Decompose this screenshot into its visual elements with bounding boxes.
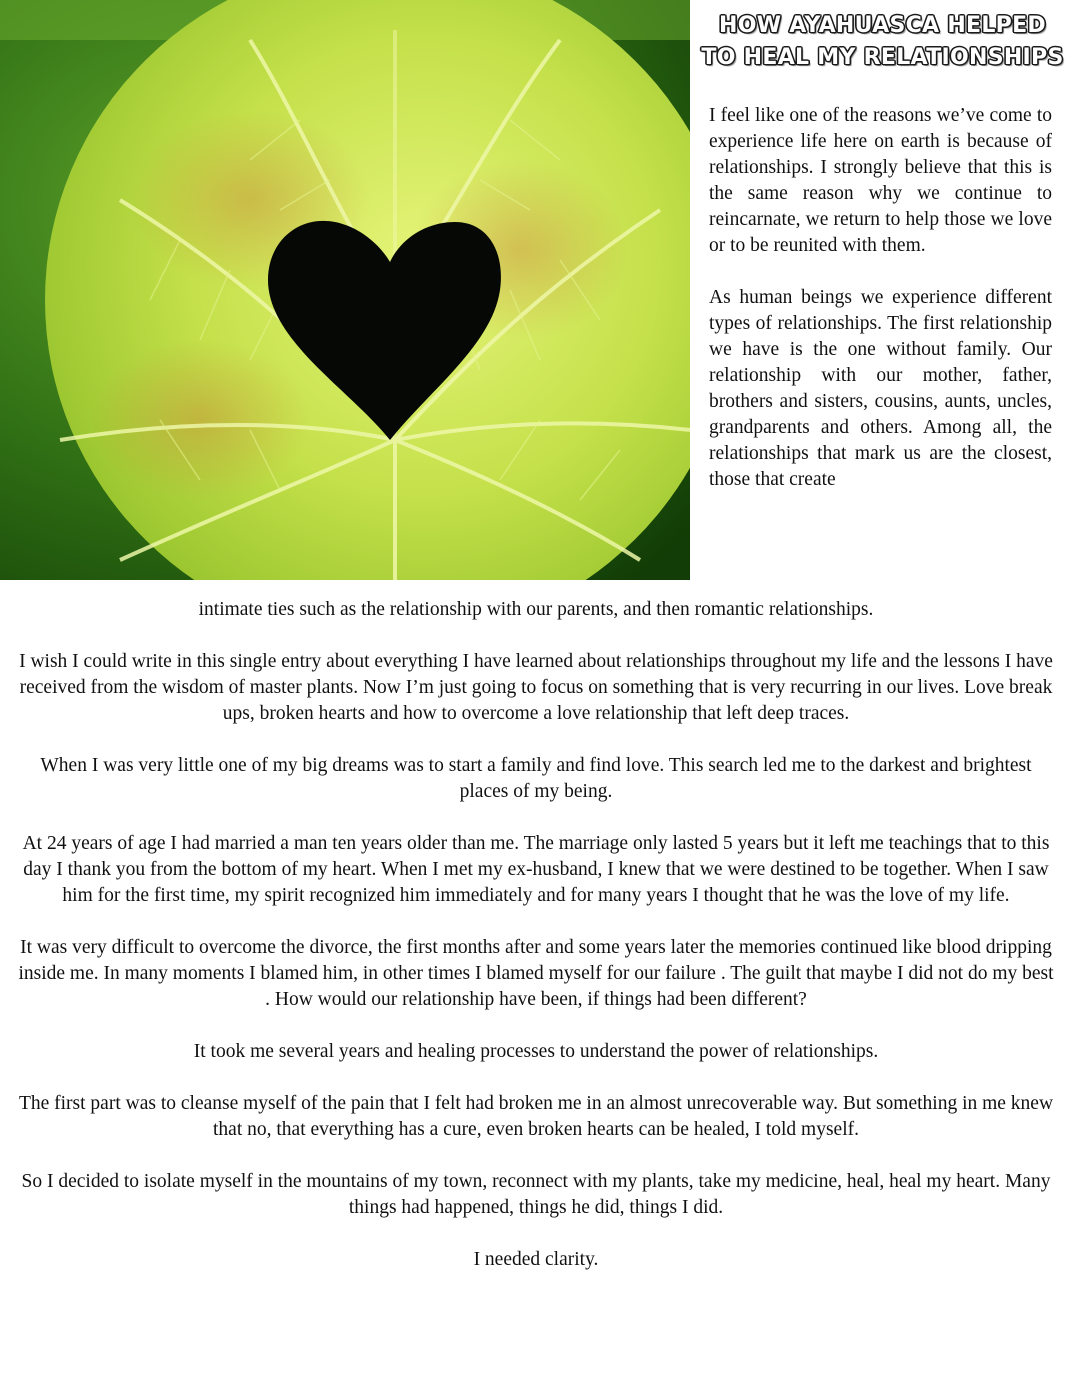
title-line-2: TO HEAL MY RELATIONSHIPS xyxy=(701,45,1064,70)
paragraph: The first part was to cleanse myself of the pain that I felt had broken me in an almost unrecoverable way. But something in me knew that no, that everything has a cure, even broken hearts can be healed, I told myself. xyxy=(18,1093,1054,1140)
paragraph: I wish I could write in this single entry about everything I have learned about relationships throughout my life and the lessons I have received from the wisdom of master plants. Now I’m just going to focus on something that is very recurring in our lives. Love break ups, broken hearts and how to overcome a love relationship that left deep traces. xyxy=(19,651,1053,724)
paragraph: I needed clarity. xyxy=(473,1249,599,1270)
paragraph: I feel like one of the reasons we’ve come to experience life here on earth is because of relationships. I strongly believe that this is the same reason why we continue to reincarnate, we return to help those we love or to be reunited with them. xyxy=(709,105,1052,256)
paragraph: So I decided to isolate myself in the mountains of my town, reconnect with my plants, take my medicine, heal, heal my heart. Many things had happened, things he did, things I did. xyxy=(21,1171,1051,1218)
paragraph: intimate ties such as the relationship with our parents, and then romantic relationships. xyxy=(198,599,874,620)
paragraph: It was very difficult to overcome the divorce, the first months after and some years later the memories continued like blood dripping inside me. In many moments I blamed him, in other times I blamed myself for our failure . The guilt that maybe I did not do my best . How would our relationship have been, if things had been different? xyxy=(18,937,1054,1010)
hero-leaf-image xyxy=(0,0,690,580)
side-column-text xyxy=(709,103,1052,493)
paragraph: At 24 years of age I had married a man ten years older than me. The marriage only lasted 5 years but it left me teachings that to this day I thank you from the bottom of my heart. When I met my ex-husband, I knew that we were destined to be together. When I saw him for the first time, my spirit recognized him immediately and for many years I thought that he was the love of my life. xyxy=(22,833,1050,906)
paragraph: It took me several years and healing processes to understand the power of relationships. xyxy=(193,1041,879,1062)
paragraph: As human beings we experience different types of relationships. The first relationship we have is the one without family. Our relationship with our mother, father, brothers and sisters, cousins, aunts, uncles, grandparents and others. Among all, the relationships that mark us are the closest, those that create xyxy=(709,287,1052,490)
article-title xyxy=(700,10,1065,74)
main-body-text xyxy=(18,597,1054,1299)
title-line-1: HOW AYAHUASCA HELPED xyxy=(719,13,1046,38)
paragraph: When I was very little one of my big dreams was to start a family and find love. This search led me to the darkest and brightest places of my being. xyxy=(40,755,1032,802)
